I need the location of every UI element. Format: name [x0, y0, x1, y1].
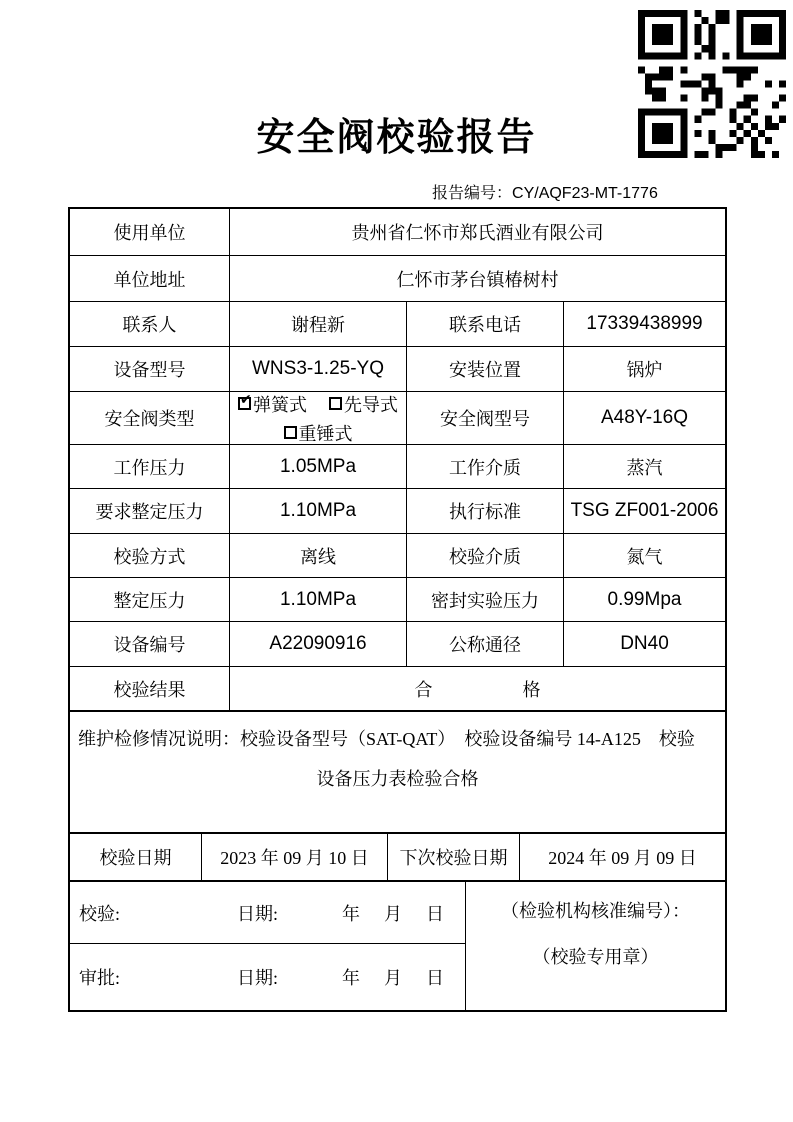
field-label-seal-pressure: 密封实验压力	[407, 578, 564, 621]
stamp-cell	[466, 882, 725, 1010]
verify-ymd: 年 月 日	[342, 903, 447, 924]
signoff-section	[70, 882, 725, 1010]
field-label-required-set-pressure: 要求整定压力	[70, 489, 230, 533]
valve-type-option-line-2	[232, 420, 404, 446]
field-label-calibration-method: 校验方式	[70, 534, 230, 577]
checkbox-label-pilot: 先导式	[344, 394, 398, 415]
checkbox-weight-type	[284, 420, 353, 446]
checkbox-label-spring: 弹簧式	[253, 394, 307, 415]
field-label-phone: 联系电话	[407, 302, 564, 346]
field-value-next-calibration-date: 2024 年 09 月 09 日	[548, 848, 697, 868]
field-label-use-unit: 使用单位	[70, 209, 230, 255]
table-row-use-unit	[70, 209, 725, 256]
field-value-valve-model: A48Y-16Q	[601, 407, 688, 428]
field-value-standard: TSG ZF001-2006	[570, 500, 719, 521]
field-value-contact: 谢程新	[230, 302, 407, 346]
field-label-result: 校验结果	[70, 667, 230, 710]
field-label-valve-type: 安全阀类型	[70, 392, 230, 444]
approve-label: 审批:	[79, 968, 121, 988]
field-value-unit-address: 仁怀市茅台镇椿树村	[396, 269, 559, 290]
table-row-unit-address	[70, 256, 725, 302]
signoff-left	[70, 882, 466, 1010]
table-row-valve-type	[70, 392, 725, 445]
field-label-device-number: 设备编号	[70, 622, 230, 666]
approve-date-label: 日期:	[237, 968, 279, 988]
checkbox-label-weight: 重锤式	[298, 423, 353, 444]
field-value-calibration-date: 2023 年 09 月 10 日	[202, 834, 388, 880]
table-row-device-model	[70, 347, 725, 392]
table-row-contact	[70, 302, 725, 347]
maintenance-note-line1: 维护检修情况说明：校验设备型号（SAT-QAT） 校验设备编号 14-A125 校验	[78, 729, 695, 749]
qr-code-icon	[637, 10, 787, 158]
checkbox-unchecked-icon	[329, 397, 342, 410]
checkbox-checked-icon	[238, 392, 252, 410]
table-row-device-number	[70, 622, 725, 667]
approve-ymd: 年 月 日	[342, 968, 447, 988]
table-row-dates	[70, 834, 725, 882]
check-mark-icon: ✔	[240, 392, 252, 408]
field-label-standard: 执行标准	[407, 489, 564, 533]
report-number-value: CY/AQF23-MT-1776	[512, 185, 658, 202]
signoff-row-verify	[70, 882, 465, 944]
field-label-device-model: 设备型号	[70, 347, 230, 391]
field-label-contact: 联系人	[70, 302, 230, 346]
field-value-use-unit: 贵州省仁怀市郑氏酒业有限公司	[351, 223, 604, 243]
report-number	[432, 180, 658, 203]
field-value-work-medium: 蒸汽	[626, 457, 663, 478]
field-value-device-model: WNS3-1.25-YQ	[230, 347, 407, 391]
report-number-label: 报告编号：	[432, 185, 513, 202]
field-label-calibration-date: 校验日期	[70, 834, 202, 880]
field-label-set-pressure: 整定压力	[70, 578, 230, 621]
field-label-next-calibration-date: 下次校验日期	[388, 834, 520, 880]
checkbox-unchecked-icon	[284, 426, 297, 439]
signoff-row-approve	[70, 944, 465, 1010]
field-label-install-position: 安装位置	[407, 347, 564, 391]
verify-label: 校验:	[79, 903, 121, 924]
table-row-result	[70, 667, 725, 712]
field-label-unit-address: 单位地址	[70, 256, 230, 301]
maintenance-note	[70, 712, 725, 832]
page-title: 安全阀校验报告	[256, 117, 537, 159]
checkbox-pilot-type	[329, 391, 398, 417]
field-label-valve-model: 安全阀型号	[407, 392, 564, 444]
field-value-nominal-diameter: DN40	[620, 633, 669, 654]
valve-type-option-line-1	[232, 391, 404, 417]
field-value-seal-pressure: 0.99Mpa	[607, 588, 682, 610]
field-value-calibration-medium: 氮气	[626, 546, 663, 567]
calibration-stamp-label: （校验专用章）	[532, 947, 659, 967]
report-table	[68, 207, 727, 1012]
field-label-work-pressure: 工作压力	[70, 445, 230, 488]
field-value-set-pressure: 1.10MPa	[230, 578, 407, 621]
field-label-work-medium: 工作介质	[407, 445, 564, 488]
field-value-valve-type	[230, 392, 407, 444]
table-row-work-pressure	[70, 445, 725, 489]
table-row-maintenance	[70, 712, 725, 834]
agency-approval-number-label: （检验机构核准编号）：	[501, 901, 690, 921]
field-label-nominal-diameter: 公称通径	[407, 622, 564, 666]
table-row-calibration-method	[70, 534, 725, 578]
maintenance-note-line2: 设备压力表检验合格	[316, 769, 479, 789]
table-row-set-pressure	[70, 578, 725, 622]
field-value-calibration-method: 离线	[230, 534, 407, 577]
field-label-calibration-medium: 校验介质	[407, 534, 564, 577]
verify-date-label: 日期:	[237, 903, 279, 924]
checkbox-spring-type	[238, 391, 307, 417]
field-value-install-position: 锅炉	[626, 360, 663, 380]
field-value-required-set-pressure: 1.10MPa	[230, 489, 407, 533]
table-row-required-set-pressure	[70, 489, 725, 534]
field-value-work-pressure: 1.05MPa	[230, 445, 407, 488]
field-value-result: 合 格	[414, 679, 541, 700]
field-value-device-number: A22090916	[230, 622, 407, 666]
field-value-phone: 17339438999	[586, 313, 703, 334]
